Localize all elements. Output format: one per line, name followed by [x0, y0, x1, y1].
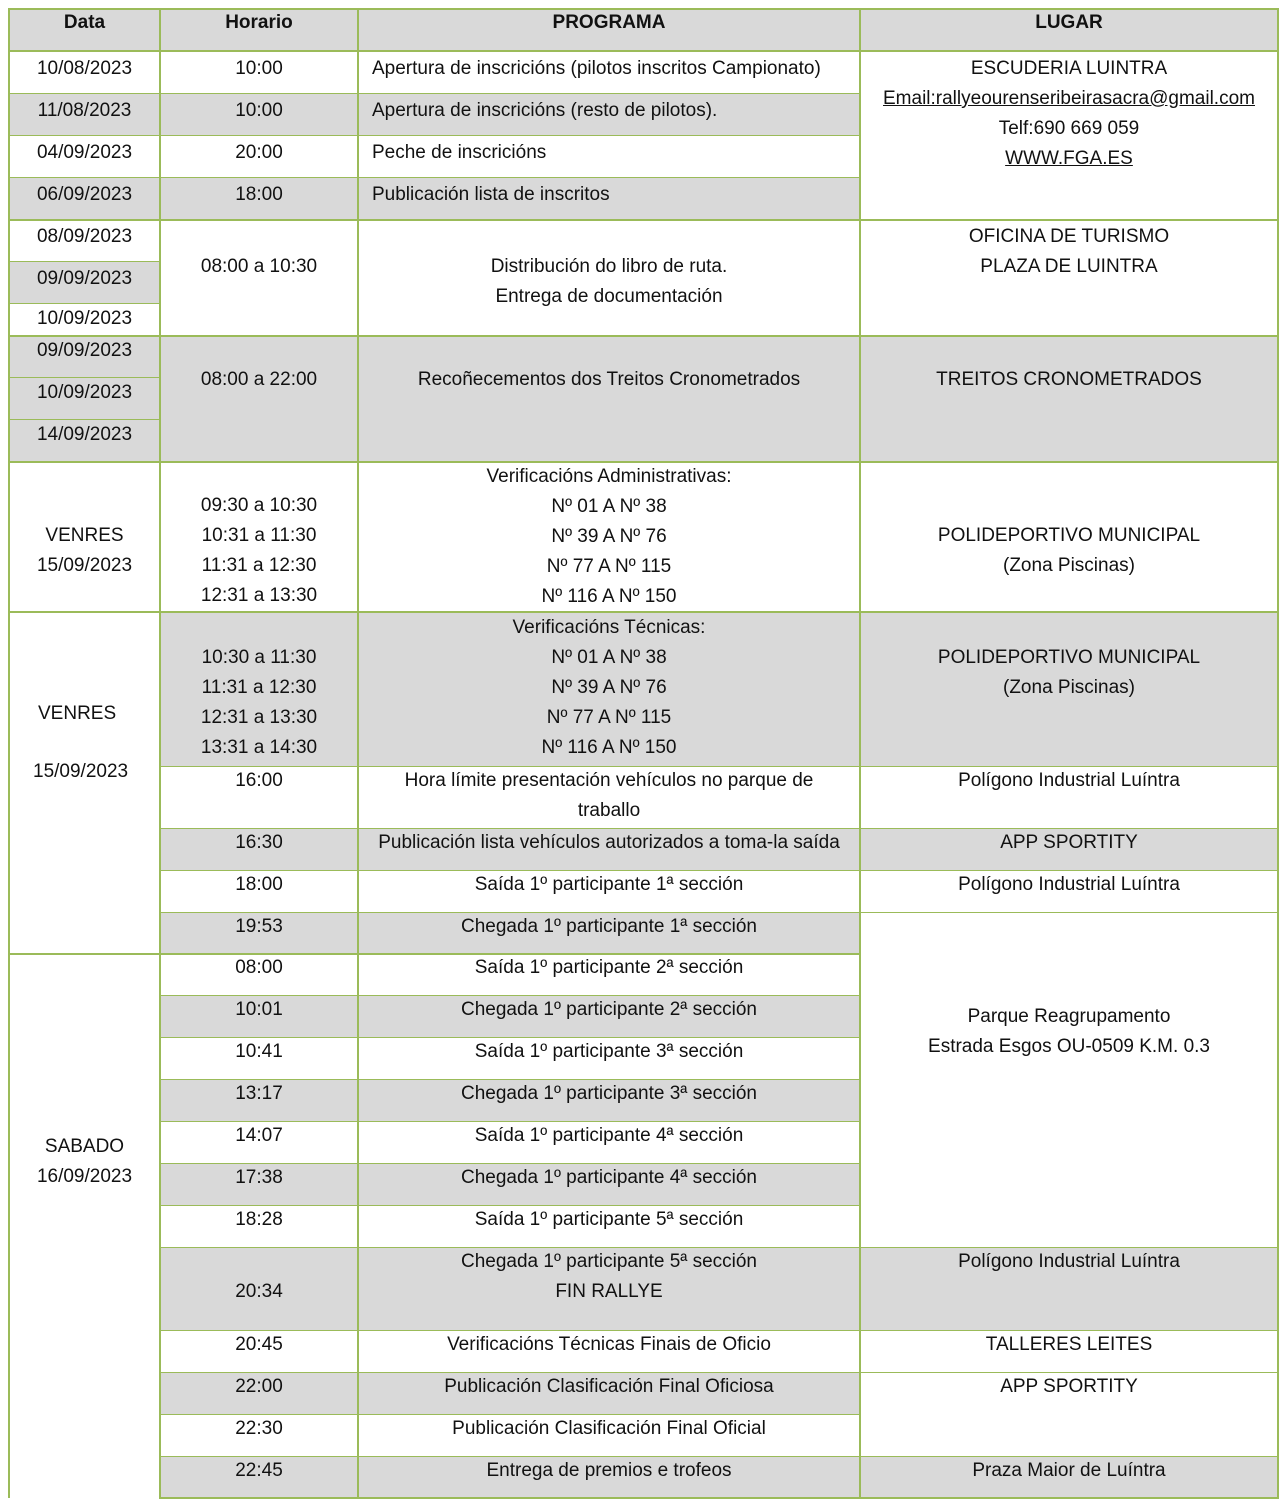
table-cell	[358, 1079, 860, 1121]
table-cell	[160, 135, 358, 177]
grid-line	[8, 93, 860, 94]
date-text: 14/09/2023	[36, 424, 133, 445]
table-cell	[358, 1456, 860, 1498]
grid-line	[159, 828, 1279, 829]
lugar-text: (Zona Piscinas)	[1003, 677, 1135, 698]
time-text: 10:00	[235, 58, 283, 79]
table-cell	[160, 1121, 358, 1163]
grid-line	[8, 303, 160, 304]
table-cell	[160, 828, 358, 870]
grid-line	[159, 1037, 860, 1038]
table-cell	[9, 51, 160, 93]
grid-line	[159, 1163, 860, 1164]
table-cell	[358, 1247, 860, 1330]
lugar-text: Estrada Esgos OU-0509 K.M. 0.3	[928, 1036, 1210, 1057]
grid-line	[159, 766, 1279, 767]
program-text: Saída 1º participante 5ª sección	[474, 1209, 744, 1230]
time-text: 20:45	[235, 1334, 283, 1355]
table-cell	[160, 177, 358, 219]
table-cell	[160, 1414, 358, 1456]
lugar-text: Polígono Industrial Luíntra	[958, 1251, 1180, 1272]
phone-text: Telf:690 669 059	[998, 118, 1140, 139]
table-cell	[860, 766, 1278, 828]
email-link[interactable]: Email:rallyeourenseribeirasacra@gmail.com	[883, 88, 1255, 109]
time-text: 10:41	[235, 1041, 283, 1062]
date-text: 10/08/2023	[36, 58, 133, 79]
table-cell	[860, 335, 1278, 462]
time-text: 10:01	[235, 999, 283, 1020]
date-text: 15/09/2023	[33, 761, 129, 782]
table-cell	[358, 177, 860, 219]
range-text: Nº 116 A Nº 150	[541, 586, 677, 607]
program-text: Publicación lista de inscritos	[372, 184, 610, 205]
time-text: 10:30 a 11:30	[201, 647, 317, 668]
table-cell	[358, 1163, 860, 1205]
time-text: 18:00	[235, 184, 283, 205]
table-cell	[358, 135, 860, 177]
table-cell	[358, 912, 860, 953]
header-lugar	[860, 9, 1278, 51]
table-cell	[358, 870, 860, 912]
table-cell	[358, 335, 860, 462]
program-text: Chegada 1º participante 1ª sección	[461, 916, 757, 937]
program-text: Chegada 1º participante 4ª sección	[461, 1167, 757, 1188]
time-text: 11:31 a 12:30	[201, 555, 317, 576]
lugar-text: (Zona Piscinas)	[1003, 555, 1135, 576]
grid-line	[8, 135, 860, 136]
time-text: 08:00	[235, 957, 283, 978]
time-text: 12:31 a 13:30	[200, 707, 318, 728]
lugar-text: TREITOS CRONOMETRADOS	[936, 369, 1202, 390]
table-cell	[160, 953, 358, 995]
time-text: 16:30	[235, 832, 283, 853]
table-cell	[860, 870, 1278, 912]
range-text: Nº 116 A Nº 150	[541, 737, 677, 758]
table-cell	[9, 177, 160, 219]
table-cell	[160, 335, 358, 462]
table-cell	[358, 462, 860, 612]
table-cell	[860, 1456, 1278, 1498]
lugar-reagrupamento	[860, 912, 1278, 1247]
table-cell	[358, 1414, 860, 1456]
grid-line	[159, 912, 1279, 913]
table-cell	[160, 51, 358, 93]
table-cell	[860, 462, 1278, 612]
table-cell	[9, 303, 160, 335]
table-cell	[160, 1247, 358, 1330]
table-cell	[358, 1121, 860, 1163]
time-text: 22:45	[235, 1460, 283, 1481]
header-programa-label: PROGRAMA	[552, 12, 666, 33]
time-text: 22:30	[235, 1418, 283, 1439]
grid-line	[859, 8, 861, 1499]
program-text: Publicación Clasificación Final Oficial	[452, 1418, 766, 1439]
table-cell	[160, 612, 358, 766]
date-text: 11/08/2023	[37, 100, 132, 121]
time-text: 20:34	[235, 1281, 283, 1302]
program-text: Recoñecementos dos Treitos Cronometrados	[417, 369, 801, 390]
time-text: 10:31 a 11:30	[201, 525, 317, 546]
table-cell	[160, 766, 358, 828]
table-cell	[860, 612, 1278, 766]
grid-line	[159, 1414, 860, 1415]
date-text: 15/09/2023	[36, 555, 133, 576]
table-cell	[9, 135, 160, 177]
table-cell	[9, 93, 160, 135]
table-cell	[358, 51, 860, 93]
table-cell	[160, 1205, 358, 1247]
table-cell	[160, 870, 358, 912]
date-text: 09/09/2023	[36, 268, 133, 289]
header-data	[9, 9, 160, 51]
program-text: Saída 1º participante 1ª sección	[474, 874, 744, 895]
website-link[interactable]: WWW.FGA.ES	[1005, 148, 1133, 169]
section-title: Verificacións Administrativas:	[486, 466, 732, 487]
lugar-text: Polígono Industrial Luíntra	[958, 770, 1180, 791]
range-text: Nº 77 A Nº 115	[546, 556, 672, 577]
grid-line	[159, 1372, 1279, 1373]
table-cell	[358, 1330, 860, 1372]
program-text: Distribución do libro de ruta.	[490, 256, 728, 277]
table-cell	[160, 912, 358, 953]
table-cell	[358, 766, 860, 828]
grid-line	[357, 8, 359, 1499]
lugar-text: Polígono Industrial Luíntra	[958, 874, 1180, 895]
grid-line	[8, 611, 1279, 613]
day-text: SABADO	[44, 1136, 125, 1157]
range-text: Nº 77 A Nº 115	[546, 707, 672, 728]
grid-line	[159, 870, 1279, 871]
grid-line	[159, 1330, 1279, 1331]
header-horario	[160, 9, 358, 51]
date-text: 10/09/2023	[36, 308, 133, 329]
table-cell	[160, 1330, 358, 1372]
grid-line	[159, 8, 161, 1499]
header-horario-label: Horario	[225, 12, 293, 33]
date-text: 06/09/2023	[36, 184, 133, 205]
table-cell	[358, 1205, 860, 1247]
time-text: 08:00 a 22:00	[200, 369, 318, 390]
table-cell	[9, 953, 160, 1498]
table-cell	[160, 1456, 358, 1498]
date-text: 08/09/2023	[36, 226, 133, 247]
grid-line	[8, 335, 1279, 337]
table-cell	[358, 995, 860, 1037]
time-text: 11:31 a 12:30	[201, 677, 317, 698]
section-title: Verificacións Técnicas:	[512, 617, 706, 638]
table-cell	[9, 462, 160, 612]
grid-line	[8, 50, 1279, 52]
table-cell	[358, 612, 860, 766]
table-cell	[160, 1372, 358, 1414]
grid-line	[8, 419, 160, 420]
program-text: traballo	[577, 800, 641, 821]
grid-line	[8, 219, 1279, 221]
table-cell	[860, 219, 1278, 335]
lugar-text: Parque Reagrupamento	[967, 1006, 1171, 1027]
table-cell	[358, 1372, 860, 1414]
lugar-text: APP SPORTITY	[1000, 1376, 1138, 1397]
program-text: Hora límite presentación vehículos no parque de	[404, 770, 814, 791]
table-cell	[358, 828, 860, 870]
range-text: Nº 01 A Nº 38	[551, 647, 667, 668]
header-programa	[358, 9, 860, 51]
time-text: 13:31 a 14:30	[200, 737, 318, 758]
date-text: 10/09/2023	[36, 382, 133, 403]
table-cell	[860, 1247, 1278, 1330]
lugar-escuderia	[860, 51, 1278, 219]
header-lugar-label: LUGAR	[1035, 12, 1103, 33]
program-text: Publicación Clasificación Final Oficiosa	[444, 1376, 774, 1397]
grid-line	[159, 1121, 860, 1122]
range-text: Nº 39 A Nº 76	[551, 526, 667, 547]
header-data-label: Data	[63, 12, 106, 33]
table-cell	[9, 419, 160, 462]
table-cell	[9, 612, 160, 953]
table-cell	[9, 377, 160, 419]
lugar-text: POLIDEPORTIVO MUNICIPAL	[937, 525, 1201, 546]
time-text: 12:31 a 13:30	[200, 585, 318, 606]
table-cell	[160, 93, 358, 135]
grid-line	[8, 177, 860, 178]
grid-line	[159, 995, 860, 996]
table-cell	[160, 462, 358, 612]
time-text: 20:00	[235, 142, 283, 163]
time-text: 18:00	[235, 874, 283, 895]
time-text: 22:00	[235, 1376, 283, 1397]
program-text: Saída 1º participante 2ª sección	[474, 957, 744, 978]
table-cell	[358, 219, 860, 335]
time-text: 18:28	[235, 1209, 283, 1230]
grid-line	[8, 8, 10, 1498]
lugar-text: APP SPORTITY	[1000, 832, 1138, 853]
table-cell	[160, 1079, 358, 1121]
program-text: Apertura de inscricións (pilotos inscritos Campionato)	[372, 58, 821, 79]
time-text: 17:38	[235, 1167, 283, 1188]
range-text: Nº 01 A Nº 38	[551, 496, 667, 517]
table-cell	[9, 335, 160, 377]
range-text: Nº 39 A Nº 76	[551, 677, 667, 698]
date-text: 09/09/2023	[36, 340, 133, 361]
table-cell	[160, 995, 358, 1037]
grid-line	[8, 261, 160, 262]
time-text: 08:00 a 10:30	[200, 256, 318, 277]
program-text: FIN RALLYE	[555, 1281, 663, 1302]
date-text: 16/09/2023	[36, 1166, 133, 1187]
lugar-text: OFICINA DE TURISMO	[968, 226, 1170, 247]
grid-line	[159, 1079, 860, 1080]
table-cell	[358, 953, 860, 995]
grid-line	[159, 1205, 860, 1206]
grid-line	[1277, 8, 1279, 1498]
table-cell	[860, 1372, 1278, 1456]
program-text: Saída 1º participante 3ª sección	[474, 1041, 744, 1062]
program-text: Apertura de inscricións (resto de pilotos).	[372, 100, 718, 121]
program-text: Entrega de documentación	[495, 286, 723, 307]
time-text: 10:00	[235, 100, 283, 121]
time-text: 09:30 a 10:30	[200, 495, 318, 516]
table-cell	[160, 219, 358, 335]
program-text: Verificacións Técnicas Finais de Oficio	[447, 1334, 771, 1355]
grid-line	[159, 1247, 1279, 1248]
table-cell	[9, 219, 160, 261]
program-text: Chegada 1º participante 2ª sección	[461, 999, 757, 1020]
grid-line	[8, 8, 1279, 10]
lugar-text: TALLERES LEITES	[985, 1334, 1153, 1355]
table-cell	[860, 828, 1278, 870]
time-text: 13:17	[235, 1083, 283, 1104]
table-cell	[160, 1037, 358, 1079]
lugar-text: POLIDEPORTIVO MUNICIPAL	[937, 647, 1201, 668]
time-text: 14:07	[235, 1125, 283, 1146]
lugar-text: PLAZA DE LUINTRA	[980, 256, 1158, 277]
program-text: Saída 1º participante 4ª sección	[474, 1125, 744, 1146]
table-cell	[9, 261, 160, 303]
time-text: 19:53	[235, 916, 283, 937]
program-text: Peche de inscricións	[372, 142, 547, 163]
date-text: 04/09/2023	[36, 142, 133, 163]
grid-line	[8, 461, 1279, 463]
grid-line	[8, 953, 860, 955]
program-text: Publicación lista vehículos autorizados a toma-la saída	[378, 832, 840, 853]
table-cell	[860, 1330, 1278, 1372]
table-cell	[160, 1163, 358, 1205]
day-text: VENRES	[38, 703, 117, 724]
table-cell	[358, 93, 860, 135]
lugar-name: ESCUDERIA LUINTRA	[970, 58, 1168, 79]
program-text: Chegada 1º participante 5ª sección	[461, 1251, 757, 1272]
program-text: Entrega de premios e trofeos	[486, 1460, 732, 1481]
lugar-text: Praza Maior de Luíntra	[972, 1460, 1166, 1481]
table-cell	[358, 1037, 860, 1079]
program-text: Chegada 1º participante 3ª sección	[461, 1083, 757, 1104]
grid-line	[8, 377, 160, 378]
time-text: 16:00	[235, 770, 283, 791]
grid-line	[159, 1497, 1279, 1499]
grid-line	[159, 1456, 1279, 1457]
day-text: VENRES	[45, 525, 124, 546]
